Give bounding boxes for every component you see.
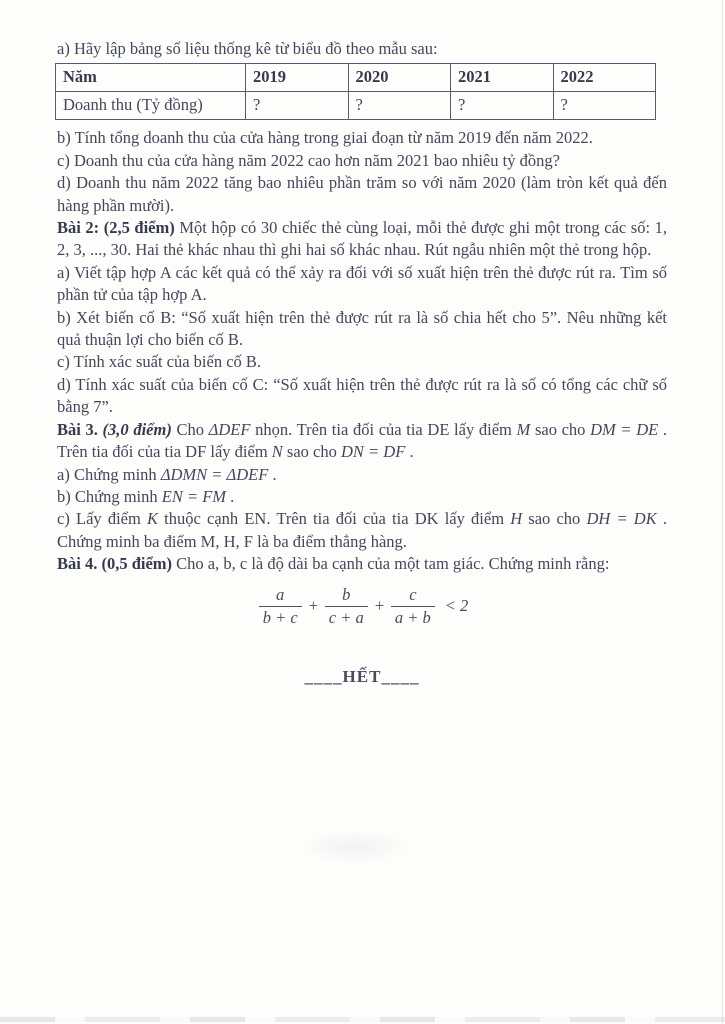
question2-part-a: a) Viết tập hợp A các kết quả có thể xảy ra đối với số xuất hiện trên thẻ được rút ra. Tìm số phần tử của tập hợp A. — [57, 262, 667, 305]
table-header-year: Năm — [56, 64, 246, 92]
text-run: . — [268, 464, 277, 484]
question2-intro — [57, 217, 667, 262]
question4-heading: Bài 4. (0,5 điểm) — [57, 554, 173, 574]
plus-operator: + — [307, 596, 319, 616]
text-run: Cho a, b, c là độ dài ba cạnh của một tam giác. Chứng minh rằng: — [172, 554, 610, 574]
question3-heading: Bài 3. — [57, 419, 98, 439]
scan-artifact-right-edge — [722, 0, 723, 1024]
table-cell-2021: ? — [451, 92, 554, 120]
math-run: DM = DE — [590, 419, 659, 439]
math-run: DN = DF — [341, 442, 406, 462]
less-than-two: < 2 — [444, 596, 469, 616]
question2-part-c: c) Tính xác suất của biến cố B. — [57, 352, 262, 372]
question3-intro — [57, 419, 667, 464]
text-run: . — [226, 486, 235, 506]
text-run: . — [405, 442, 414, 462]
question3-part-b — [57, 486, 667, 508]
math-run: M — [516, 419, 531, 439]
table-header-2022: 2022 — [553, 64, 656, 92]
table-header-2020: 2020 — [348, 64, 451, 92]
text-run: sao cho — [522, 509, 587, 529]
question4-intro — [57, 553, 667, 575]
question1-part-a: a) Hãy lập bảng số liệu thống kê từ biểu đồ theo mẫu sau: — [57, 39, 438, 58]
math-run: ΔDEF — [208, 419, 251, 439]
scan-artifact-bottom-strip — [0, 1017, 725, 1022]
text-run: Một hộp có 30 chiếc thẻ cùng loại, mỗi thẻ được ghi một trong các số: 1, 2, 3, ..., 30. Hai thẻ khác nhau thì ghi hai số khác nhau. Rút ngẫu nhiên một thẻ trong hộp. — [57, 218, 667, 260]
math-run: EN = FM — [161, 486, 227, 506]
fraction-a-over-b-plus-c — [259, 585, 302, 628]
table-header-2021: 2021 — [451, 64, 554, 92]
text-run: thuộc cạnh EN. Trên tia đối của tia DK lấy điểm — [158, 509, 511, 529]
table-cell-2020: ? — [348, 92, 451, 120]
scan-artifact-smudge — [300, 830, 410, 864]
table-row-label: Doanh thu (Tỷ đồng) — [56, 92, 246, 120]
table-row — [56, 92, 656, 120]
math-run: DH = DK — [586, 509, 657, 529]
text-run: a) Chứng minh — [57, 464, 161, 484]
fraction-b-over-c-plus-a — [325, 585, 368, 628]
text-run: sao cho — [530, 419, 591, 439]
revenue-table — [55, 63, 656, 120]
question1-part-b: b) Tính tổng doanh thu của cửa hàng trong giai đoạn từ năm 2019 đến năm 2022. — [57, 128, 593, 148]
text-run: sao cho — [282, 442, 341, 462]
math-run: K — [146, 509, 158, 529]
table-header-row — [56, 64, 656, 92]
text-run: b) Chứng minh — [57, 486, 162, 506]
text-run: c) Lấy điểm — [57, 509, 147, 529]
fraction-c-over-a-plus-b — [391, 585, 435, 628]
math-run: H — [510, 509, 523, 529]
numerator: b — [342, 585, 351, 605]
text-run: . Chứng minh ba điểm M, H, F là ba điểm thẳng hàng. — [57, 509, 667, 551]
underscore-rule: ____ — [304, 666, 343, 686]
table-cell-2019: ? — [246, 92, 349, 120]
question2-part-b: b) Xét biến cố B: “Số xuất hiện trên thẻ được rút ra là số chia hết cho 5”. Nêu những kết quả thuận lợi cho biến cố B. — [57, 307, 667, 350]
question3-points: (3,0 điểm) — [97, 419, 172, 439]
plus-operator: + — [373, 596, 385, 616]
text-run: . Trên tia đối của tia DF lấy điểm — [57, 419, 668, 462]
question3-part-c — [57, 508, 667, 553]
denominator: c + a — [325, 606, 368, 628]
denominator: a + b — [391, 606, 435, 628]
math-run: N — [271, 442, 283, 462]
table-header-2019: 2019 — [246, 64, 349, 92]
end-of-exam-mark — [57, 666, 667, 688]
math-run: ΔDMN = ΔDEF — [160, 464, 269, 484]
question3-part-a — [57, 464, 667, 486]
text-run: Cho — [171, 419, 209, 439]
question2-part-d: d) Tính xác suất của biến cố C: “Số xuất hiện trên thẻ được rút ra là số có tổng các chữ số bằng 7”. — [57, 374, 667, 417]
numerator: c — [409, 585, 417, 605]
end-label: HẾT — [342, 666, 382, 686]
denominator: b + c — [259, 606, 302, 628]
numerator: a — [276, 585, 285, 605]
table-cell-2022: ? — [553, 92, 656, 120]
inequality-formula — [57, 582, 667, 632]
text-run: nhọn. Trên tia đối của tia DE lấy điểm — [250, 419, 517, 439]
question2-heading: Bài 2: (2,5 điểm) — [57, 218, 175, 238]
question1-part-c: c) Doanh thu của cửa hàng năm 2022 cao hơn năm 2021 bao nhiêu tỷ đồng? — [57, 150, 560, 170]
question1-part-d: d) Doanh thu năm 2022 tăng bao nhiêu phần trăm so với năm 2020 (làm tròn kết quả đến hàng phần mười). — [57, 173, 667, 215]
underscore-rule: ____ — [381, 666, 420, 686]
